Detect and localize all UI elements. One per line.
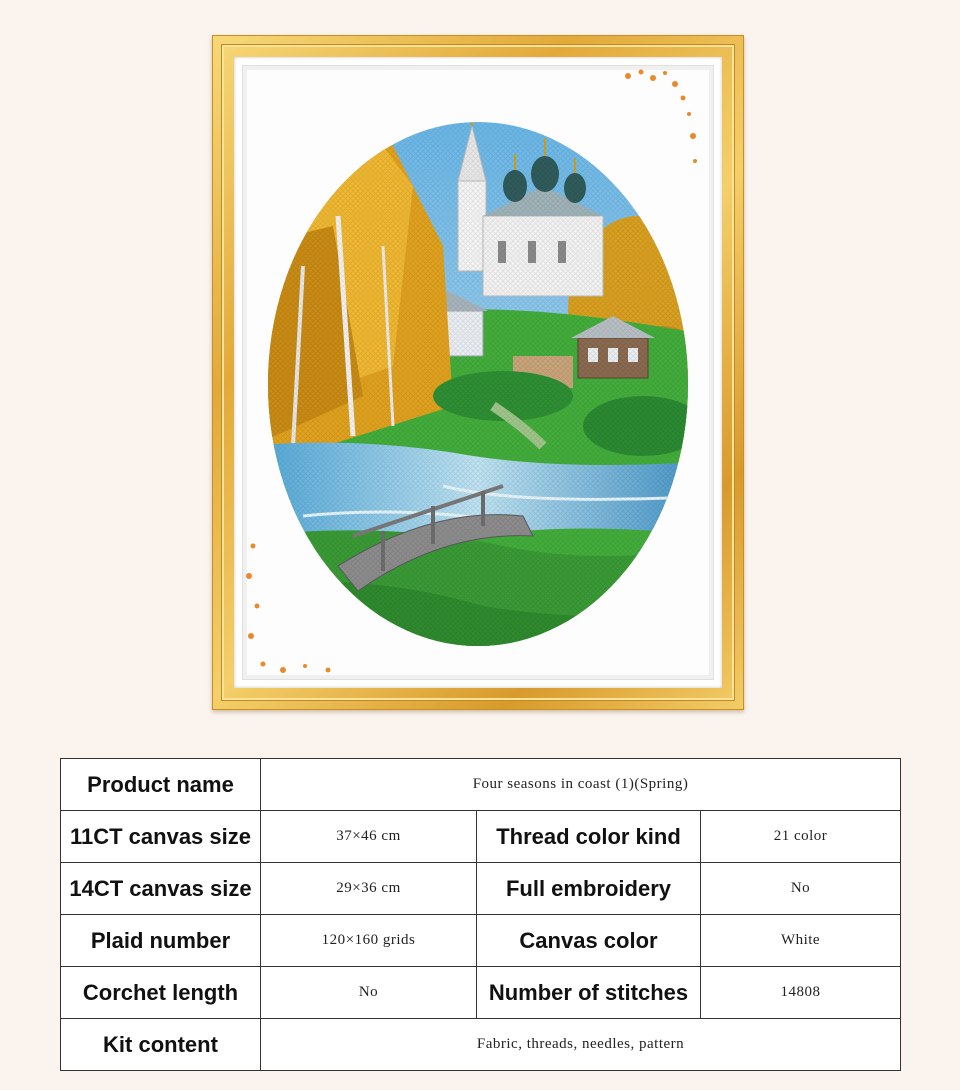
table-row xyxy=(61,915,901,967)
spec-label-plaid-number: Plaid number xyxy=(61,915,261,967)
spec-label-canvas-color: Canvas color xyxy=(477,915,701,967)
table-row xyxy=(61,759,901,811)
spec-value-full-embroidery: No xyxy=(701,863,901,915)
spec-label-number-of-stitches: Number of stitches xyxy=(477,967,701,1019)
table-row xyxy=(61,863,901,915)
spec-value-kit-content: Fabric, threads, needles, pattern xyxy=(261,1019,901,1071)
spec-label-corchet-length: Corchet length xyxy=(61,967,261,1019)
spec-value-canvas-color: White xyxy=(701,915,901,967)
spec-label-14ct-canvas-size: 14CT canvas size xyxy=(61,863,261,915)
spec-label-product-name: Product name xyxy=(61,759,261,811)
cross-stitch-fabric xyxy=(242,65,714,680)
spec-value-thread-color-kind: 21 color xyxy=(701,811,901,863)
table-row xyxy=(61,811,901,863)
table-row xyxy=(61,967,901,1019)
spec-value-plaid-number: 120×160 grids xyxy=(261,915,477,967)
spec-value-product-name: Four seasons in coast (1)(Spring) xyxy=(261,759,901,811)
spec-label-kit-content: Kit content xyxy=(61,1019,261,1071)
spec-value-14ct-canvas-size: 29×36 cm xyxy=(261,863,477,915)
table-row xyxy=(61,1019,901,1071)
spec-value-11ct-canvas-size: 37×46 cm xyxy=(261,811,477,863)
spec-value-corchet-length: No xyxy=(261,967,477,1019)
spec-value-number-of-stitches: 14808 xyxy=(701,967,901,1019)
spec-label-full-embroidery: Full embroidery xyxy=(477,863,701,915)
spec-label-thread-color-kind: Thread color kind xyxy=(477,811,701,863)
cross-stitch-landscape-illustration xyxy=(243,66,713,679)
product-image-frame xyxy=(212,35,744,710)
spec-label-11ct-canvas-size: 11CT canvas size xyxy=(61,811,261,863)
product-spec-table xyxy=(60,758,901,1071)
